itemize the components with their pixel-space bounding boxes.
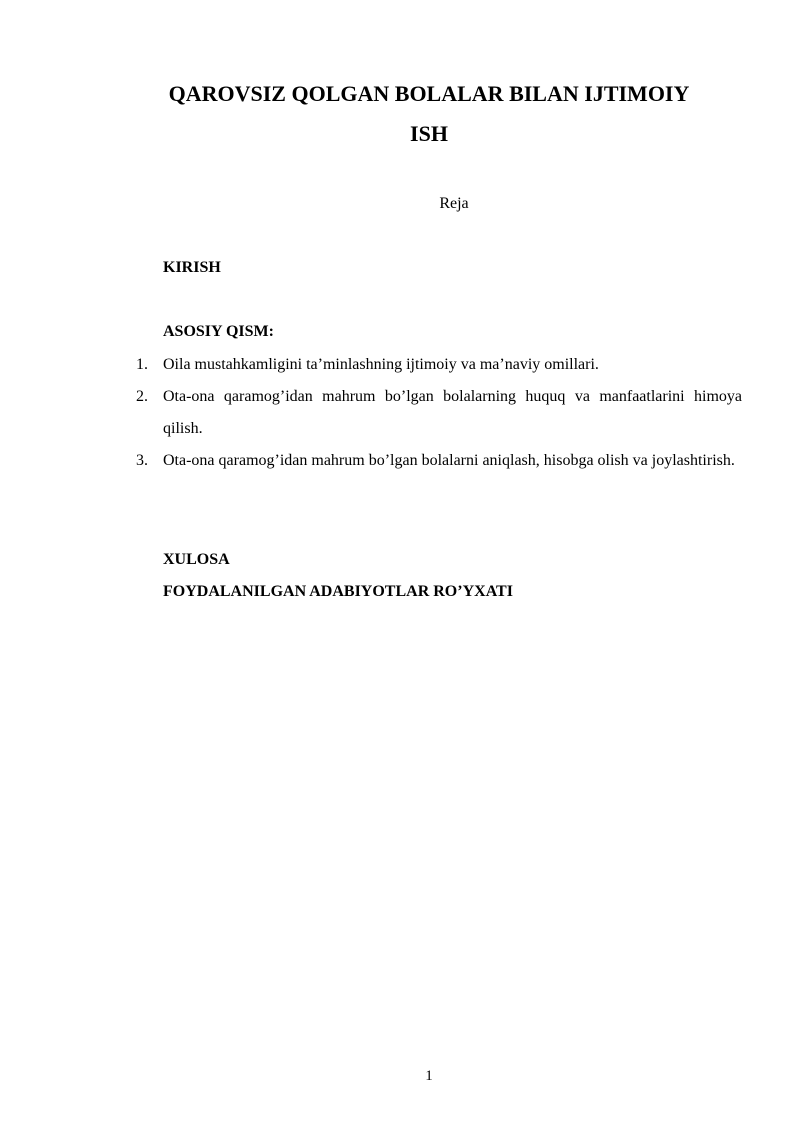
- list-item-text: Ota-ona qaramog’idan mahrum bo’lgan bolalarning huquq va manfaatlarini himoya qilish.: [163, 388, 742, 437]
- list-item-text: Oila mustahkamligini ta’minlashning ijtimoiy va ma’naviy omillari.: [163, 356, 599, 373]
- introduction-heading: KIRISH: [163, 259, 221, 276]
- list-item-number: 1.: [136, 356, 148, 373]
- list-item-number: 3.: [136, 452, 148, 469]
- document-title-line-2: ISH: [410, 121, 448, 146]
- document-title-line-1: QAROVSIZ QOLGAN BOLALAR BILAN IJTIMOIY: [168, 81, 690, 106]
- list-item-text: Ota-ona qaramog’idan mahrum bo’lgan bolalarni aniqlash, hisobga olish va joylashtirish.: [163, 452, 735, 469]
- conclusion-heading: XULOSA: [163, 551, 230, 568]
- list-item: [0, 445, 800, 477]
- list-item-number: 2.: [136, 388, 148, 405]
- main-part-heading: ASOSIY QISM:: [163, 323, 274, 340]
- document-title: [150, 74, 708, 154]
- plan-label: Reja: [439, 195, 469, 212]
- list-item: [0, 381, 800, 445]
- main-part-list: [0, 349, 800, 477]
- references-heading: FOYDALANILGAN ADABIYOTLAR RO’YXATI: [163, 583, 513, 600]
- list-item: [0, 349, 800, 381]
- page-number: 1: [425, 1068, 433, 1084]
